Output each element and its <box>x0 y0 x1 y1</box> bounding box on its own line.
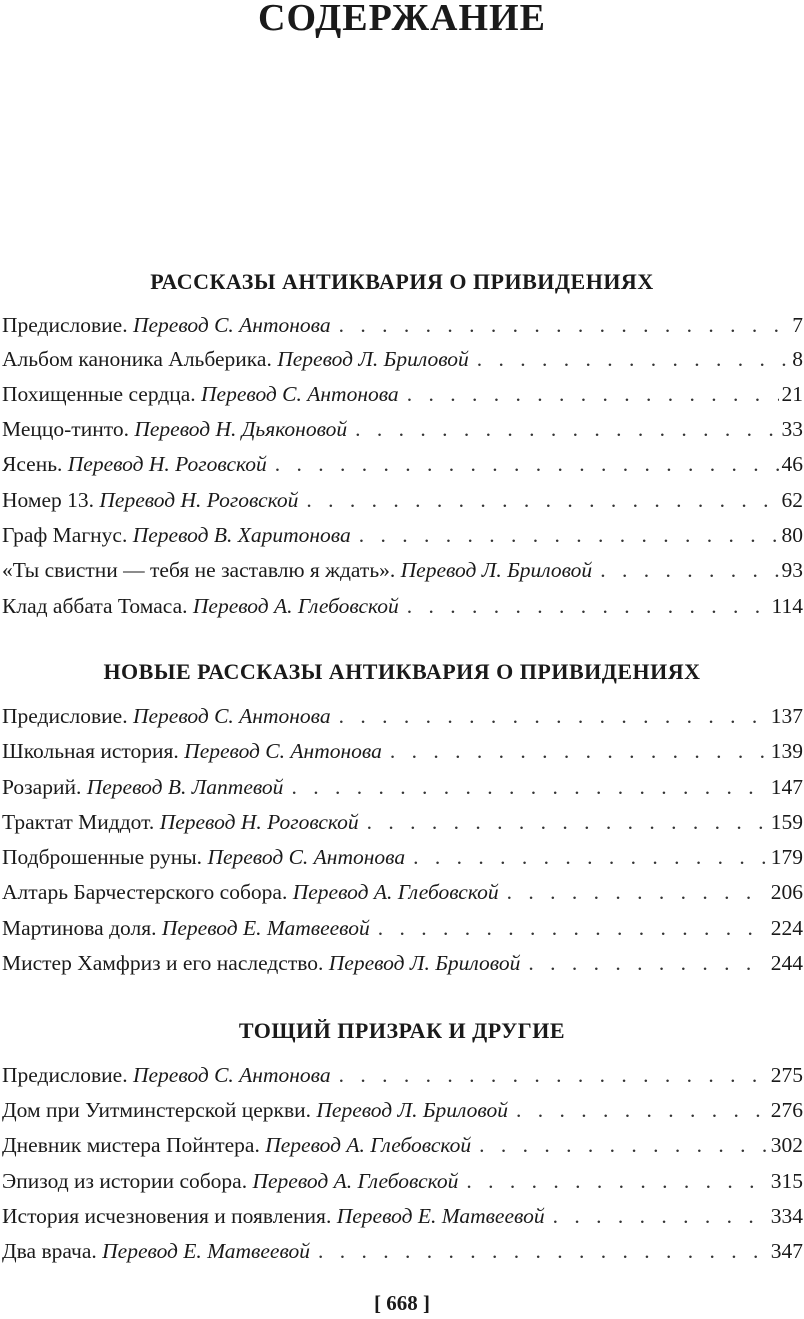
entry-translator: Перевод А. Глебовской <box>265 1133 472 1157</box>
toc-entry <box>2 412 803 446</box>
entry-page: 21 <box>781 382 803 406</box>
dot-leader <box>413 840 768 874</box>
entry-translator: Перевод А. Глебовской <box>292 880 499 904</box>
dot-leader <box>339 699 768 733</box>
toc-entry <box>2 875 803 909</box>
page-number: [ 668 ] <box>374 1291 430 1315</box>
dot-leader <box>516 1093 768 1127</box>
entry-page: 334 <box>770 1204 803 1228</box>
entry-page: 33 <box>781 417 803 441</box>
entry-title: Предисловие. <box>2 1063 128 1087</box>
dot-leader <box>466 1164 767 1198</box>
entry-page: 179 <box>770 845 803 869</box>
toc-entry <box>2 553 803 587</box>
dot-leader <box>339 308 790 342</box>
dot-leader <box>479 1128 768 1162</box>
dot-leader <box>367 805 768 839</box>
entry-page: 147 <box>770 775 803 799</box>
entry-translator: Перевод С. Антонова <box>207 845 406 869</box>
toc-entry <box>2 911 803 945</box>
entry-translator: Перевод В. Лаптевой <box>86 775 284 799</box>
dot-leader <box>378 911 768 945</box>
dot-leader <box>306 483 778 517</box>
entry-title: Эпизод из истории собора. <box>2 1169 248 1193</box>
dot-leader <box>528 946 767 980</box>
toc-entry <box>2 840 803 874</box>
toc-entry <box>2 377 803 411</box>
entry-title: Номер 13. <box>2 488 95 512</box>
entry-translator: Перевод Н. Роговской <box>99 488 299 512</box>
dot-leader <box>600 553 778 587</box>
entry-title: Дом при Уитминстерской церкви. <box>2 1098 312 1122</box>
entry-page: 302 <box>770 1133 803 1157</box>
entry-title: Мистер Хамфриз и его наследство. <box>2 951 324 975</box>
entry-title: Предисловие. <box>2 313 128 337</box>
entry-translator: Перевод Н. Роговской <box>67 452 267 476</box>
section-title: ТОЩИЙ ПРИЗРАК И ДРУГИЕ <box>238 1018 566 1043</box>
toc-entry <box>2 447 803 481</box>
entry-page: 244 <box>770 951 803 975</box>
entry-translator: Перевод С. Антонова <box>201 382 399 406</box>
toc-entry <box>2 518 803 552</box>
entry-page: 137 <box>770 704 803 728</box>
toc-entry <box>2 342 803 376</box>
entry-title: Школьная история. <box>2 739 179 763</box>
dot-leader <box>359 518 779 552</box>
toc-entry <box>2 1164 803 1198</box>
dot-leader <box>477 342 789 376</box>
toc-entry <box>2 308 803 342</box>
entry-title: «Ты свистни — тебя не заставлю я ждать». <box>2 558 396 582</box>
entry-title: Альбом каноника Альберика. <box>2 347 272 371</box>
entry-title: Предисловие. <box>2 704 128 728</box>
entry-title: Два врача. <box>2 1239 97 1263</box>
toc-entry <box>2 589 803 623</box>
entry-translator: Перевод А. Глебовской <box>252 1169 459 1193</box>
dot-leader <box>390 734 768 768</box>
entry-translator: Перевод Л. Бриловой <box>277 347 469 371</box>
entry-title: Граф Магнус. <box>2 523 128 547</box>
entry-translator: Перевод А. Глебовской <box>192 594 399 618</box>
entry-title: Меццо-тинто. <box>2 417 129 441</box>
dot-leader <box>407 589 769 623</box>
toc-entry <box>2 805 803 839</box>
toc-entry <box>2 483 803 517</box>
entry-page: 46 <box>781 452 803 476</box>
entry-translator: Перевод Л. Бриловой <box>400 558 593 582</box>
entry-page: 276 <box>770 1098 803 1122</box>
section-title: НОВЫЕ РАССКАЗЫ АНТИКВАРИЯ О ПРИВИДЕНИЯХ <box>103 659 701 684</box>
entry-translator: Перевод С. Антонова <box>184 739 382 763</box>
entry-page: 93 <box>781 558 803 582</box>
toc-entry <box>2 1199 803 1233</box>
toc-entry <box>2 946 803 980</box>
entry-page: 114 <box>771 594 803 618</box>
entry-page: 224 <box>770 916 803 940</box>
entry-page: 159 <box>770 810 803 834</box>
toc-entry <box>2 1234 803 1268</box>
entry-translator: Перевод Е. Матвеевой <box>102 1239 311 1263</box>
entry-translator: Перевод В. Харитонова <box>132 523 351 547</box>
entry-page: 80 <box>781 523 803 547</box>
entry-translator: Перевод С. Антонова <box>132 704 331 728</box>
entry-page: 206 <box>770 880 803 904</box>
entry-page: 347 <box>770 1239 803 1263</box>
toc-entry <box>2 1128 803 1162</box>
section-title: РАССКАЗЫ АНТИКВАРИЯ О ПРИВИДЕНИЯХ <box>150 269 654 294</box>
entry-page: 8 <box>792 347 803 371</box>
entry-title: Мартинова доля. <box>2 916 157 940</box>
toc-entry <box>2 734 803 768</box>
dot-leader <box>553 1199 768 1233</box>
dot-leader <box>291 770 767 804</box>
dot-leader <box>355 412 778 446</box>
dot-leader <box>507 875 768 909</box>
entry-page: 315 <box>770 1169 803 1193</box>
entry-title: Алтарь Барчестерского собора. <box>2 880 288 904</box>
entry-translator: Перевод С. Антонова <box>132 1063 331 1087</box>
entry-title: Подброшенные руны. <box>2 845 203 869</box>
dot-leader <box>407 377 779 411</box>
entry-translator: Перевод Л. Бриловой <box>316 1098 508 1122</box>
entry-translator: Перевод Е. Матвеевой <box>161 916 370 940</box>
entry-translator: Перевод Е. Матвеевой <box>336 1204 545 1228</box>
dot-leader <box>275 447 779 481</box>
entry-title: История исчезновения и появления. <box>2 1204 332 1228</box>
entry-translator: Перевод С. Антонова <box>132 313 331 337</box>
entry-translator: Перевод Н. Роговской <box>159 810 359 834</box>
toc-entry <box>2 770 803 804</box>
entry-page: 62 <box>781 488 803 512</box>
toc-entry <box>2 699 803 733</box>
toc-entry <box>2 1058 803 1092</box>
entry-translator: Перевод Л. Бриловой <box>328 951 521 975</box>
entry-page: 139 <box>770 739 803 763</box>
dot-leader <box>339 1058 768 1092</box>
entry-title: Дневник мистера Пойнтера. <box>2 1133 260 1157</box>
dot-leader <box>318 1234 768 1268</box>
page-title: СОДЕРЖАНИЕ <box>258 0 546 39</box>
entry-page: 7 <box>792 313 803 337</box>
entry-translator: Перевод Н. Дьяконовой <box>134 417 348 441</box>
entry-title: Розарий. <box>2 775 82 799</box>
entry-title: Ясень. <box>2 452 63 476</box>
entry-title: Клад аббата Томаса. <box>2 594 188 618</box>
entry-page: 275 <box>770 1063 803 1087</box>
entry-title: Трактат Миддот. <box>2 810 155 834</box>
entry-title: Похищенные сердца. <box>2 382 196 406</box>
toc-entry <box>2 1093 803 1127</box>
